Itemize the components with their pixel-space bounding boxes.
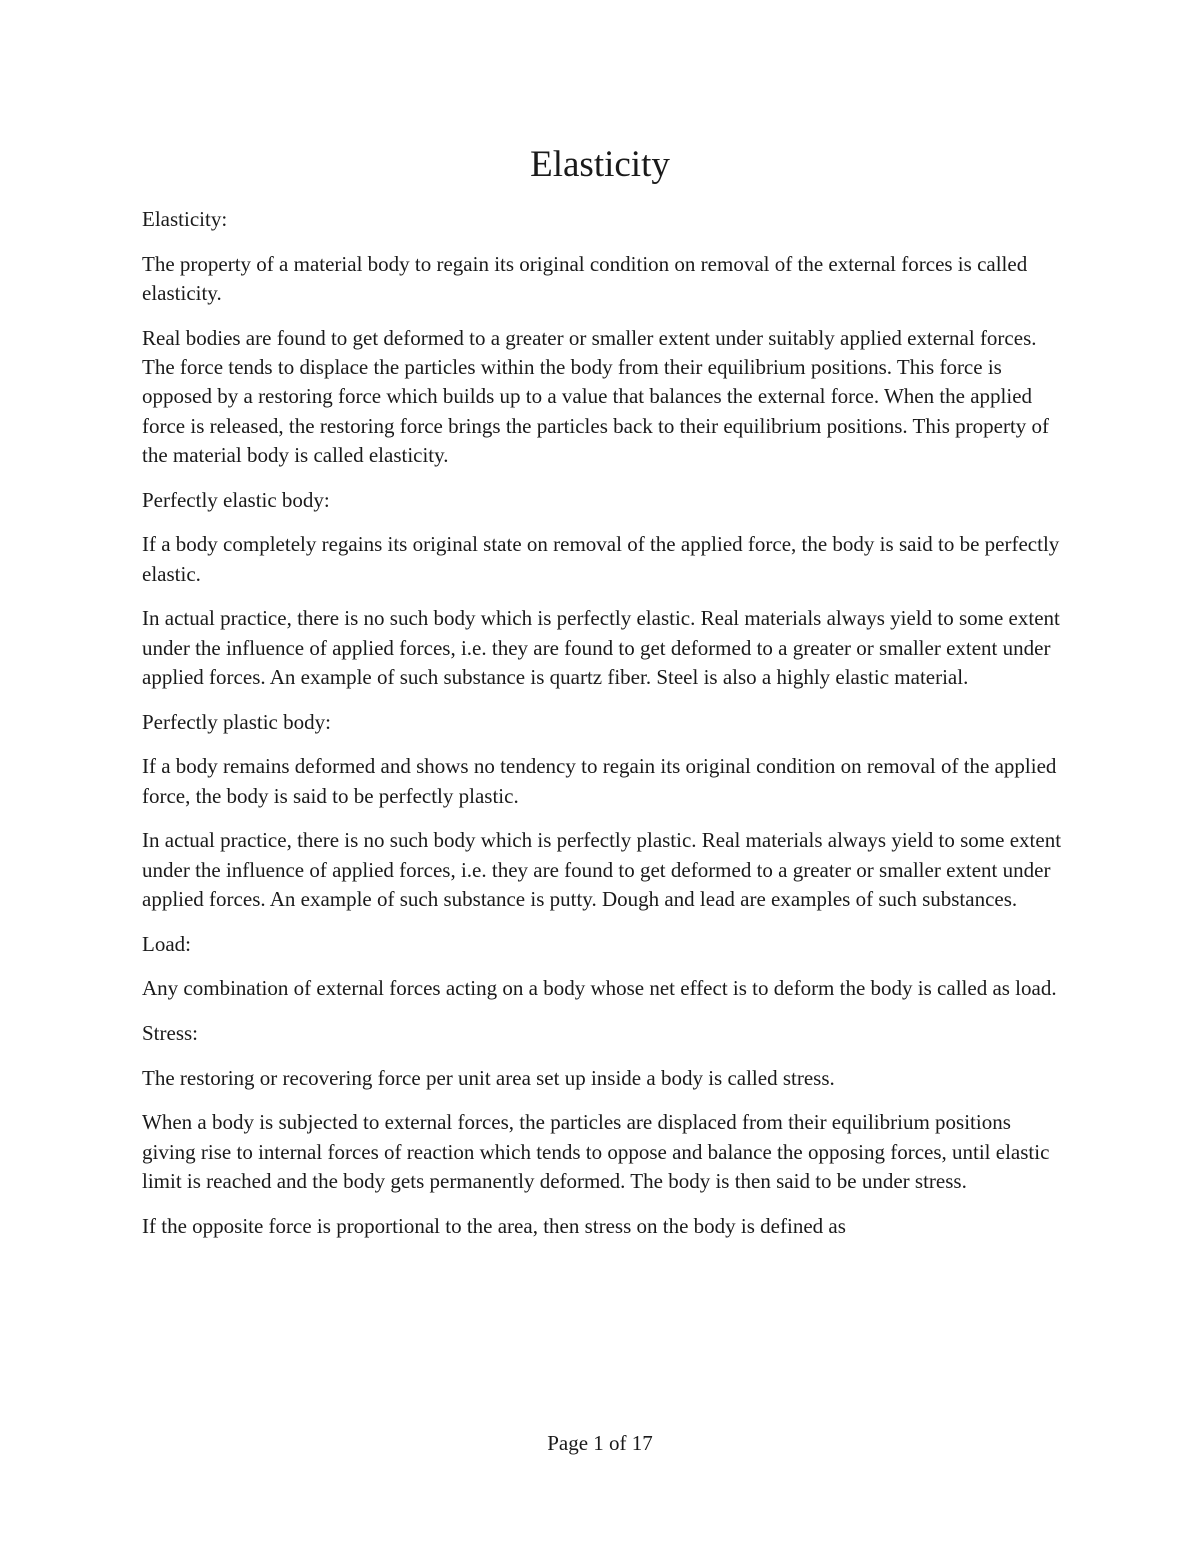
section-heading-load: Load: — [142, 931, 191, 956]
paragraph-perfectly-elastic-definition: If a body completely regains its original state on removal of the applied force, the body is said to be perfectly elastic. — [142, 532, 1060, 586]
paragraph-stress-explanation: When a body is subjected to external forces, the particles are displaced from their equilibrium positions giving rise to internal forces of reaction which tends to oppose and balance the opposing forces, until elastic limit is reached and the body gets permanently deformed. The body is then said to be under stress. — [142, 1110, 1050, 1193]
paragraph-elasticity-explanation: Real bodies are found to get deformed to a greater or smaller extent under suitably applied external forces. The force tends to displace the particles within the body from their equilibrium positions. This force is opposed by a restoring force which builds up to a value that balances the external force. When the applied force is released, the restoring force brings the particles back to their equilibrium positions. This property of the material body is called elasticity. — [142, 325, 1050, 468]
paragraph-stress-definition: The restoring or recovering force per unit area set up inside a body is called stress. — [142, 1065, 835, 1090]
paragraph-perfectly-plastic-definition: If a body remains deformed and shows no tendency to regain its original condition on removal of the applied force, the body is said to be perfectly plastic. — [142, 754, 1057, 808]
section-heading-stress: Stress: — [142, 1021, 199, 1045]
section-heading-elasticity: Elasticity: — [142, 207, 228, 231]
section-heading-perfectly-plastic: Perfectly plastic body: — [142, 709, 331, 734]
paragraph-perfectly-elastic-practice: In actual practice, there is no such body which is perfectly elastic. Real materials always yield to some extent under the influence of applied forces, i.e. they are found to get deformed to a greater or smaller extent under applied forces. An example of such substance is quartz fiber. Steel is also a highly elastic material. — [142, 606, 1060, 690]
paragraph-elasticity-definition: The property of a material body to regain its original condition on removal of the external forces is called elasticity. — [142, 251, 1028, 305]
document-body — [142, 205, 1062, 1256]
paragraph-stress-formula-intro: If the opposite force is proportional to the area, then stress on the body is defined as — [142, 1213, 846, 1238]
paragraph-perfectly-plastic-practice: In actual practice, there is no such body which is perfectly plastic. Real materials always yield to some extent under the influence of applied forces, i.e. they are found to get deformed to a greater or smaller extent under applied forces. An example of such substance is putty. Dough and lead are examples of such substances. — [142, 828, 1062, 912]
section-heading-perfectly-elastic: Perfectly elastic body: — [142, 487, 330, 512]
page-number-footer: Page 1 of 17 — [547, 1431, 653, 1455]
paragraph-load-definition: Any combination of external forces acting on a body whose net effect is to deform the body is called as load. — [142, 976, 1057, 1001]
page-title: Elasticity — [530, 144, 670, 185]
